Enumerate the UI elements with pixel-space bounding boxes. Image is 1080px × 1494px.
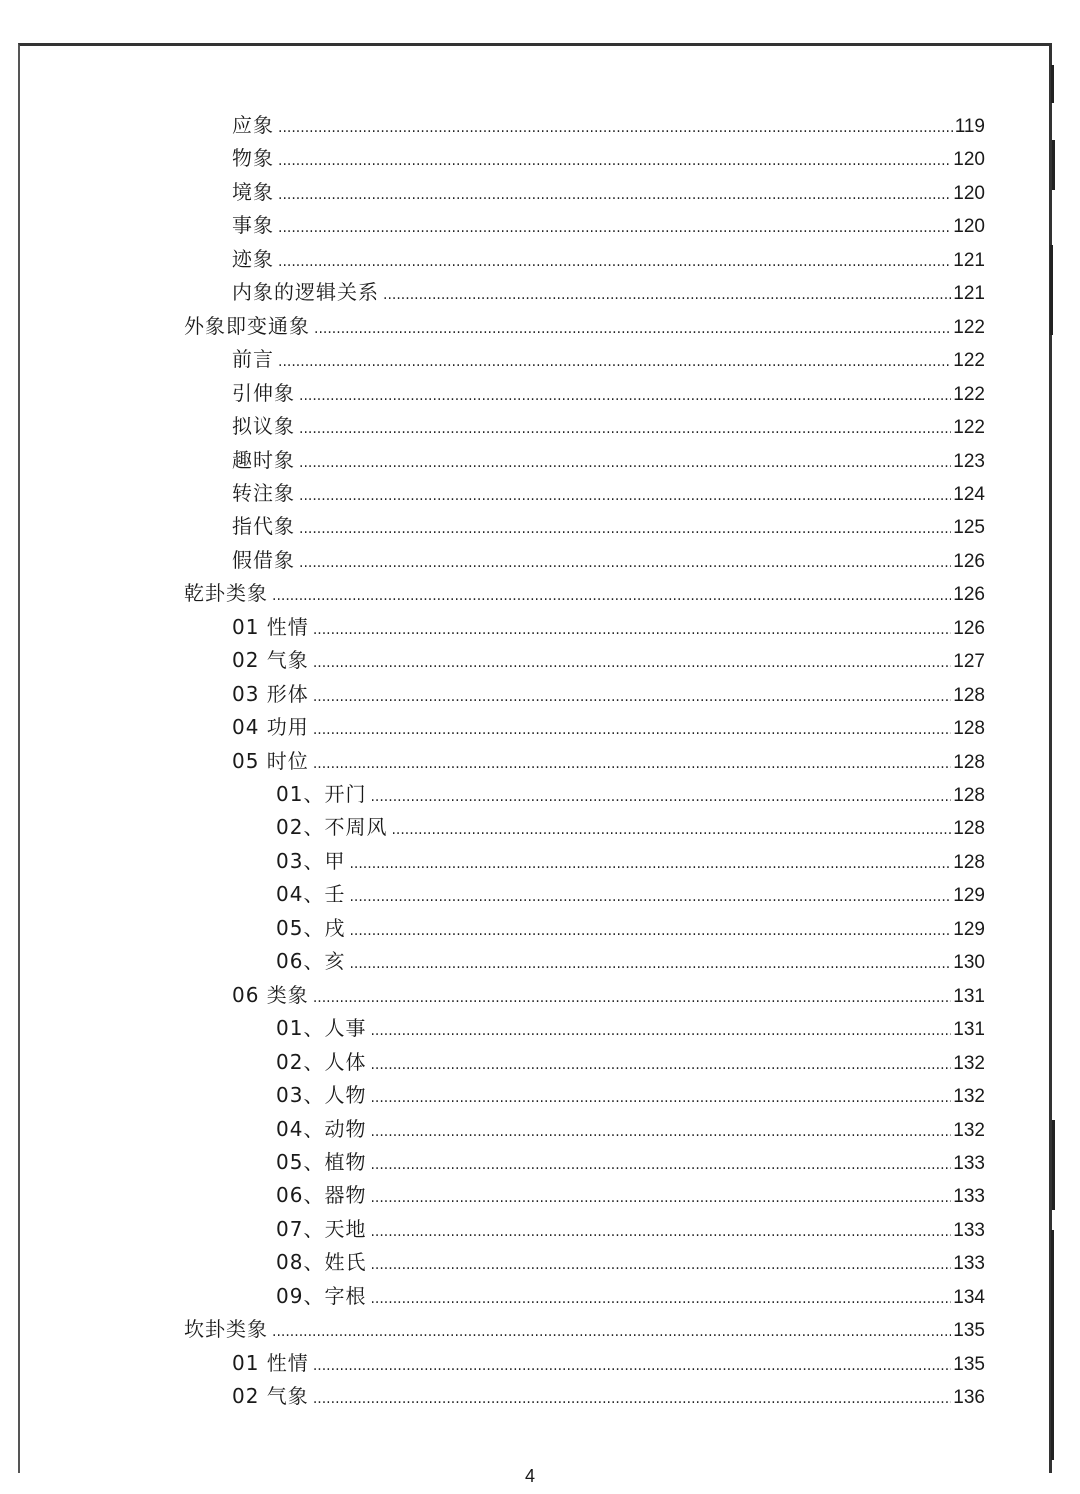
dot-leader — [272, 581, 951, 611]
dot-leader — [313, 648, 951, 678]
toc-entry — [232, 411, 985, 441]
toc-entry-page: 133 — [953, 1253, 985, 1274]
dot-leader — [278, 146, 951, 176]
toc-entry-page: 131 — [953, 1019, 985, 1040]
toc-entry-title: 04、壬 — [276, 882, 346, 906]
toc-entry-page: 125 — [953, 517, 985, 538]
toc-entry — [232, 612, 985, 642]
toc-entry-page: 126 — [953, 618, 985, 639]
toc-entry-title: 02 气象 — [232, 648, 309, 672]
toc-entry-page: 131 — [953, 986, 985, 1007]
dot-leader — [313, 749, 951, 779]
toc-entry-title: 03、甲 — [276, 849, 346, 873]
dot-leader — [313, 1384, 951, 1414]
toc-entry-page: 133 — [953, 1153, 985, 1174]
toc-entry-page: 135 — [953, 1320, 985, 1341]
dot-leader — [299, 381, 951, 411]
toc-entry-title: 06、器物 — [276, 1183, 367, 1207]
dot-leader — [299, 448, 951, 478]
toc-entry — [276, 812, 985, 842]
toc-entry — [184, 578, 985, 608]
toc-entry-title: 引伸象 — [232, 381, 295, 405]
toc-entry-page: 120 — [953, 149, 985, 170]
toc-entry-page: 122 — [953, 417, 985, 438]
toc-entry-page: 121 — [953, 283, 985, 304]
toc-entry-page: 133 — [953, 1186, 985, 1207]
toc-entry-page: 132 — [953, 1086, 985, 1107]
dot-leader — [313, 983, 951, 1013]
toc-entry-page: 134 — [953, 1287, 985, 1308]
dot-leader — [299, 414, 951, 444]
dot-leader — [313, 682, 951, 712]
toc-entry — [232, 344, 985, 374]
toc-entry-page: 122 — [953, 350, 985, 371]
dot-leader — [370, 1284, 951, 1314]
toc-entry — [232, 980, 985, 1010]
toc-entry — [276, 1281, 985, 1311]
scan-edge-mark — [1052, 140, 1055, 190]
toc-entry — [276, 879, 985, 909]
toc-entry-title: 08、姓氏 — [276, 1250, 367, 1274]
toc-entry — [232, 177, 985, 207]
toc-entry — [184, 1314, 985, 1344]
toc-entry — [232, 1381, 985, 1411]
toc-entry-title: 迹象 — [232, 247, 274, 271]
toc-entry — [232, 244, 985, 274]
toc-entry-page: 128 — [953, 718, 985, 739]
toc-entry-title: 坎卦类象 — [184, 1317, 268, 1341]
toc-entry-page: 121 — [953, 250, 985, 271]
toc-entry-title: 02 气象 — [232, 1384, 309, 1408]
toc-entry-title: 前言 — [232, 347, 274, 371]
toc-entry-title: 应象 — [232, 113, 274, 137]
dot-leader — [349, 849, 951, 879]
toc-entry-title: 05、植物 — [276, 1150, 367, 1174]
dot-leader — [278, 113, 953, 143]
toc-entry — [276, 846, 985, 876]
toc-entry-title: 04 功用 — [232, 715, 309, 739]
toc-entry-title: 指代象 — [232, 514, 295, 538]
toc-entry-page: 132 — [953, 1053, 985, 1074]
toc-entry — [276, 1180, 985, 1210]
toc-entry-page: 128 — [953, 818, 985, 839]
toc-entry — [232, 110, 985, 140]
toc-entry-page: 120 — [953, 183, 985, 204]
toc-entry-title: 趣时象 — [232, 448, 295, 472]
dot-leader — [278, 180, 951, 210]
toc-entry-title: 02、不周风 — [276, 815, 388, 839]
toc-entry-page: 136 — [953, 1387, 985, 1408]
dot-leader — [370, 1016, 951, 1046]
toc-entry-page: 130 — [953, 952, 985, 973]
dot-leader — [278, 247, 951, 277]
toc-entry-page: 128 — [953, 752, 985, 773]
toc-entry — [184, 311, 985, 341]
toc-entry — [232, 1348, 985, 1378]
scan-edge-mark — [1050, 245, 1053, 335]
dot-leader — [370, 1183, 951, 1213]
dot-leader — [299, 514, 951, 544]
toc-entry-page: 132 — [953, 1120, 985, 1141]
toc-entry — [276, 1247, 985, 1277]
toc-entry-title: 01、人事 — [276, 1016, 367, 1040]
toc-entry-page: 127 — [953, 651, 985, 672]
dot-leader — [391, 815, 951, 845]
toc-entry-page: 128 — [953, 852, 985, 873]
toc-entry-title: 乾卦类象 — [184, 581, 268, 605]
toc-entry-title: 05 时位 — [232, 749, 309, 773]
dot-leader — [349, 882, 951, 912]
toc-entry-title: 假借象 — [232, 548, 295, 572]
toc-entry-title: 03、人物 — [276, 1083, 367, 1107]
toc-entry-page: 128 — [953, 685, 985, 706]
dot-leader — [370, 1050, 951, 1080]
toc-entry — [232, 746, 985, 776]
dot-leader — [299, 548, 951, 578]
toc-entry — [232, 679, 985, 709]
toc-entry — [276, 913, 985, 943]
scan-edge-mark — [1051, 65, 1054, 103]
toc-entry-title: 06 类象 — [232, 983, 309, 1007]
toc-entry-page: 120 — [953, 216, 985, 237]
toc-entry — [276, 946, 985, 976]
toc-entry-title: 03 形体 — [232, 682, 309, 706]
toc-entry — [276, 1147, 985, 1177]
dot-leader — [370, 1083, 951, 1113]
toc-entry-page: 122 — [953, 317, 985, 338]
toc-entry-title: 02、人体 — [276, 1050, 367, 1074]
dot-leader — [370, 1217, 951, 1247]
toc-entry — [276, 1214, 985, 1244]
toc-entry — [232, 645, 985, 675]
toc-entry-page: 123 — [953, 451, 985, 472]
toc-entry-title: 拟议象 — [232, 414, 295, 438]
toc-entry-title: 04、动物 — [276, 1117, 367, 1141]
dot-leader — [349, 949, 951, 979]
toc-entry — [232, 445, 985, 475]
toc-entry-page: 129 — [953, 885, 985, 906]
toc-entry-title: 06、亥 — [276, 949, 346, 973]
dot-leader — [278, 347, 951, 377]
dot-leader — [314, 314, 951, 344]
toc-entry-title: 事象 — [232, 213, 274, 237]
toc-entry — [232, 277, 985, 307]
dot-leader — [370, 1150, 951, 1180]
toc-entry — [276, 779, 985, 809]
toc-entry-title: 转注象 — [232, 481, 295, 505]
dot-leader — [349, 916, 951, 946]
toc-entry-title: 09、字根 — [276, 1284, 367, 1308]
page-number: 4 — [524, 1466, 535, 1486]
toc-entry-page: 133 — [953, 1220, 985, 1241]
toc-entry-title: 外象即变通象 — [184, 314, 310, 338]
toc-entry-title: 01 性情 — [232, 1351, 309, 1375]
toc-entry — [232, 511, 985, 541]
toc-entry-page: 122 — [953, 384, 985, 405]
toc-entry-title: 境象 — [232, 180, 274, 204]
dot-leader — [313, 715, 951, 745]
toc-entry-page: 128 — [953, 785, 985, 806]
dot-leader — [299, 481, 951, 511]
toc-entry-title: 05、戌 — [276, 916, 346, 940]
toc-entry-page: 129 — [953, 919, 985, 940]
toc-entry — [232, 712, 985, 742]
toc-entry — [232, 378, 985, 408]
toc-entry-title: 01、开门 — [276, 782, 367, 806]
dot-leader — [370, 782, 951, 812]
toc-entry-page: 126 — [953, 551, 985, 572]
toc-entry-title: 01 性情 — [232, 615, 309, 639]
toc-entry-title: 内象的逻辑关系 — [232, 280, 379, 304]
toc-entry — [232, 478, 985, 508]
toc-entry — [276, 1080, 985, 1110]
toc-entry-page: 119 — [954, 116, 985, 137]
dot-leader — [272, 1317, 951, 1347]
toc-entry — [232, 210, 985, 240]
toc-entry — [232, 143, 985, 173]
toc-entry-page: 135 — [953, 1354, 985, 1375]
toc-entry-page: 126 — [953, 584, 985, 605]
toc-entry — [276, 1013, 985, 1043]
toc-entry-page: 124 — [953, 484, 985, 505]
dot-leader — [313, 1351, 951, 1381]
dot-leader — [370, 1117, 951, 1147]
toc-entry — [232, 545, 985, 575]
toc-entry-title: 07、天地 — [276, 1217, 367, 1241]
toc-entry-title: 物象 — [232, 146, 274, 170]
dot-leader — [313, 615, 951, 645]
dot-leader — [278, 213, 951, 243]
dot-leader — [383, 280, 951, 310]
dot-leader — [370, 1250, 951, 1280]
toc-entry — [276, 1047, 985, 1077]
scan-edge-mark — [1052, 1120, 1055, 1210]
toc-entry — [276, 1114, 985, 1144]
scan-edge-mark — [1051, 1230, 1054, 1460]
